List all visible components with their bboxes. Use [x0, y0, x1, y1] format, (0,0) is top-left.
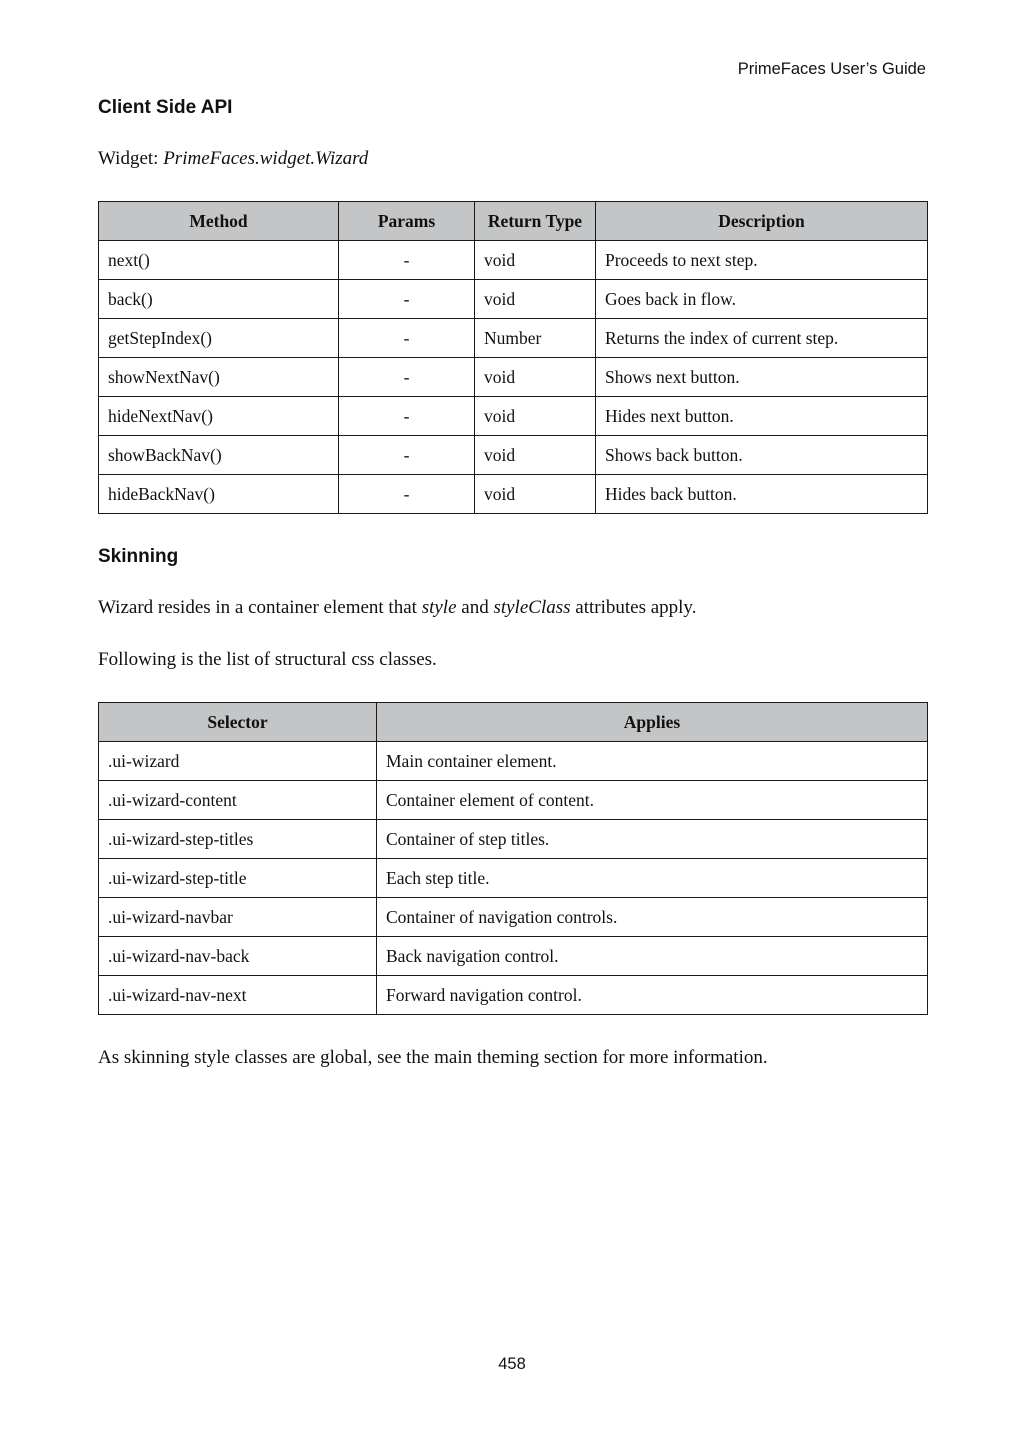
- applies-cell: Container element of content.: [377, 781, 928, 820]
- table-row: [99, 397, 928, 436]
- table-row: [99, 742, 928, 781]
- method-cell: hideBackNav(): [99, 475, 339, 514]
- intro-text: Wizard resides in a container element that: [98, 597, 422, 618]
- description-cell: Goes back in flow.: [596, 280, 928, 319]
- selector-cell: .ui-wizard-navbar: [99, 898, 377, 937]
- selector-cell: .ui-wizard: [99, 742, 377, 781]
- client-side-api-heading: Client Side API: [98, 97, 233, 118]
- table-row: [99, 319, 928, 358]
- intro-text: attributes apply.: [570, 597, 697, 618]
- widget-name: PrimeFaces.widget.Wizard: [163, 148, 369, 169]
- table-row: [99, 820, 928, 859]
- return-type-cell: void: [475, 397, 596, 436]
- return-type-cell: void: [475, 241, 596, 280]
- method-cell: next(): [99, 241, 339, 280]
- column-header-method: Method: [99, 202, 339, 241]
- table-row: [99, 898, 928, 937]
- selector-cell: .ui-wizard-step-titles: [99, 820, 377, 859]
- selector-cell: .ui-wizard-nav-next: [99, 976, 377, 1015]
- table-row: [99, 781, 928, 820]
- method-cell: getStepIndex(): [99, 319, 339, 358]
- return-type-cell: Number: [475, 319, 596, 358]
- selector-cell: .ui-wizard-content: [99, 781, 377, 820]
- table-row: [99, 358, 928, 397]
- description-cell: Shows back button.: [596, 436, 928, 475]
- widget-prefix: Widget:: [98, 148, 164, 169]
- applies-cell: Each step title.: [377, 859, 928, 898]
- method-cell: hideNextNav(): [99, 397, 339, 436]
- params-cell: -: [339, 397, 475, 436]
- table-row: [99, 937, 928, 976]
- params-cell: -: [339, 358, 475, 397]
- description-cell: Returns the index of current step.: [596, 319, 928, 358]
- table-row: [99, 241, 928, 280]
- params-cell: -: [339, 241, 475, 280]
- description-cell: Hides next button.: [596, 397, 928, 436]
- skinning-table: [98, 702, 928, 1015]
- table-row: [99, 976, 928, 1015]
- table-header-row: [99, 703, 928, 742]
- applies-cell: Main container element.: [377, 742, 928, 781]
- table-header-row: [99, 202, 928, 241]
- selector-cell: .ui-wizard-step-title: [99, 859, 377, 898]
- applies-cell: Container of step titles.: [377, 820, 928, 859]
- return-type-cell: void: [475, 280, 596, 319]
- table-row: [99, 436, 928, 475]
- params-cell: -: [339, 436, 475, 475]
- description-cell: Shows next button.: [596, 358, 928, 397]
- table-row: [99, 475, 928, 514]
- applies-cell: Container of navigation controls.: [377, 898, 928, 937]
- params-cell: -: [339, 319, 475, 358]
- method-cell: showBackNav(): [99, 436, 339, 475]
- running-header: PrimeFaces User’s Guide: [737, 60, 926, 78]
- return-type-cell: void: [475, 475, 596, 514]
- params-cell: -: [339, 280, 475, 319]
- selector-cell: .ui-wizard-nav-back: [99, 937, 377, 976]
- theming-note: As skinning style classes are global, see the main theming section for more information.: [98, 1047, 768, 1068]
- client-api-table: [98, 201, 928, 514]
- method-cell: showNextNav(): [99, 358, 339, 397]
- list-intro: Following is the list of structural css classes.: [98, 649, 437, 670]
- widget-line: [98, 148, 368, 170]
- table-row: [99, 280, 928, 319]
- column-header-applies: Applies: [377, 703, 928, 742]
- skinning-intro: [98, 597, 696, 619]
- column-header-params: Params: [339, 202, 475, 241]
- description-cell: Proceeds to next step.: [596, 241, 928, 280]
- column-header-selector: Selector: [99, 703, 377, 742]
- table-row: [99, 859, 928, 898]
- column-header-description: Description: [596, 202, 928, 241]
- column-header-return-type: Return Type: [475, 202, 596, 241]
- applies-cell: Back navigation control.: [377, 937, 928, 976]
- intro-text: and: [456, 597, 494, 618]
- return-type-cell: void: [475, 436, 596, 475]
- method-cell: back(): [99, 280, 339, 319]
- applies-cell: Forward navigation control.: [377, 976, 928, 1015]
- page-number: 458: [498, 1355, 526, 1373]
- return-type-cell: void: [475, 358, 596, 397]
- params-cell: -: [339, 475, 475, 514]
- description-cell: Hides back button.: [596, 475, 928, 514]
- styleclass-attribute-term: styleClass: [493, 597, 571, 618]
- style-attribute-term: style: [421, 597, 457, 618]
- skinning-heading: Skinning: [98, 546, 179, 567]
